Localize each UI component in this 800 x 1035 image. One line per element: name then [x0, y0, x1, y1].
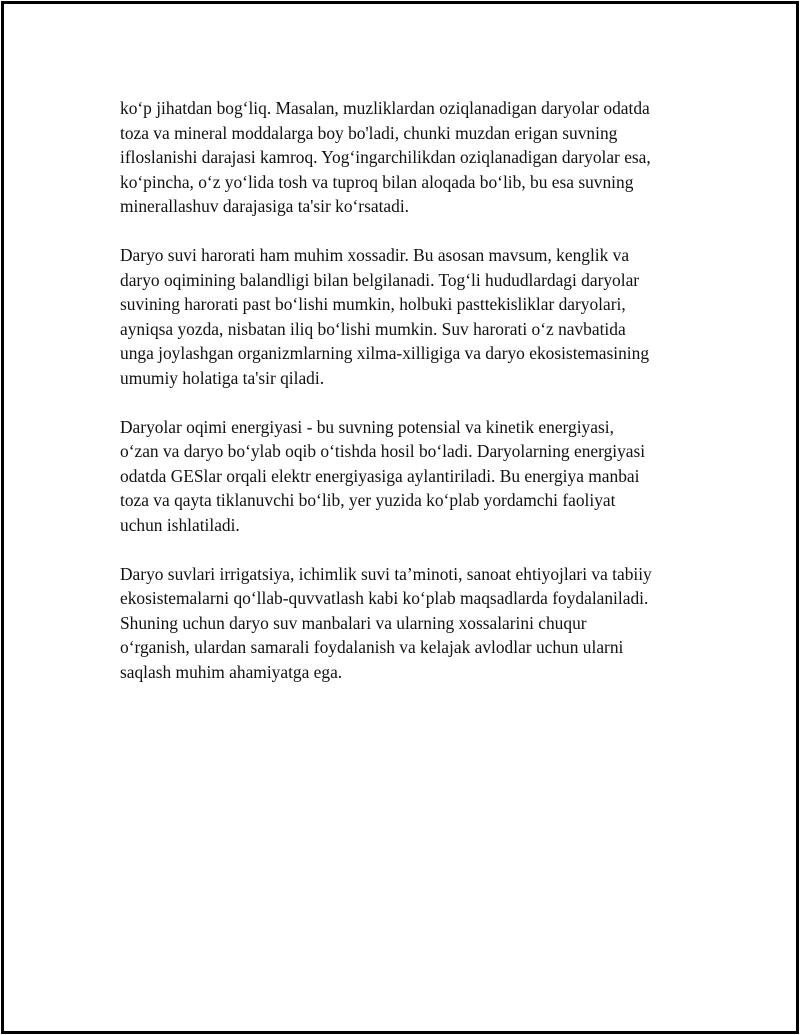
paragraph-line: toza va mineral moddalarga boy bo'ladi, chunki muzdan erigan suvning	[120, 122, 618, 143]
paragraph-1	[120, 96, 700, 219]
paragraph-line: ekosistemalarni qoʻllab-quvvatlash kabi koʻplab maqsadlarda foydalaniladi.	[120, 588, 649, 608]
paragraph-line: Daryo suvi harorati ham muhim xossadir. Bu asosan mavsum, kenglik va	[120, 245, 630, 265]
paragraph-line: umumiy holatiga ta'sir qiladi.	[120, 367, 325, 388]
page-frame	[1, 1, 799, 1034]
document-body	[120, 96, 700, 709]
paragraph-line: Daryolar oqimi energiyasi - bu suvning potensial va kinetik energiyasi,	[120, 416, 614, 437]
paragraph-3	[120, 415, 700, 538]
paragraph-line: ayniqsa yozda, nisbatan iliq boʻlishi mumkin. Suv harorati oʻz navbatida	[120, 318, 626, 339]
paragraph-4	[120, 562, 700, 685]
paragraph-line: saqlash muhim ahamiyatga ega.	[120, 661, 343, 682]
paragraph-line: Daryo suvlari irrigatsiya, ichimlik suvi ta’minoti, sanoat ehtiyojlari va tabiiy	[120, 563, 652, 584]
paragraph-line: uchun ishlatiladi.	[120, 514, 240, 535]
paragraph-line: oʻzan va daryo boʻylab oqib oʻtishda hosil boʻladi. Daryolarning energiyasi	[120, 441, 646, 461]
paragraph-line: Shuning uchun daryo suv manbalari va ularning xossalarini chuqur	[120, 612, 587, 633]
paragraph-line: unga joylashgan organizmlarning xilma-xilligiga va daryo ekosistemasining	[120, 343, 650, 363]
paragraph-line: koʻp jihatdan bogʻliq. Masalan, muzliklardan oziqlanadigan daryolar odatda	[120, 98, 650, 118]
paragraph-line: odatda GESlar orqali elektr energiyasiga aylantiriladi. Bu energiya manbai	[120, 465, 640, 486]
paragraph-line: toza va qayta tiklanuvchi boʻlib, yer yuzida koʻplab yordamchi faoliyat	[120, 490, 616, 510]
paragraph-line: koʻpincha, oʻz yoʻlida tosh va tuproq bilan aloqada boʻlib, bu esa suvning	[120, 171, 634, 192]
paragraph-2	[120, 243, 700, 390]
paragraph-line: oʻrganish, ulardan samarali foydalanish va kelajak avlodlar uchun ularni	[120, 637, 624, 657]
paragraph-line: suvining harorati past boʻlishi mumkin, holbuki pasttekisliklar daryolari,	[120, 294, 626, 314]
paragraph-line: ifloslanishi darajasi kamroq. Yogʻingarchilikdan oziqlanadigan daryolar esa,	[120, 147, 651, 167]
paragraph-line: daryo oqimining balandligi bilan belgilanadi. Togʻli hududlardagi daryolar	[120, 269, 640, 290]
paragraph-line: minerallashuv darajasiga ta'sir koʻrsatadi.	[120, 196, 410, 216]
